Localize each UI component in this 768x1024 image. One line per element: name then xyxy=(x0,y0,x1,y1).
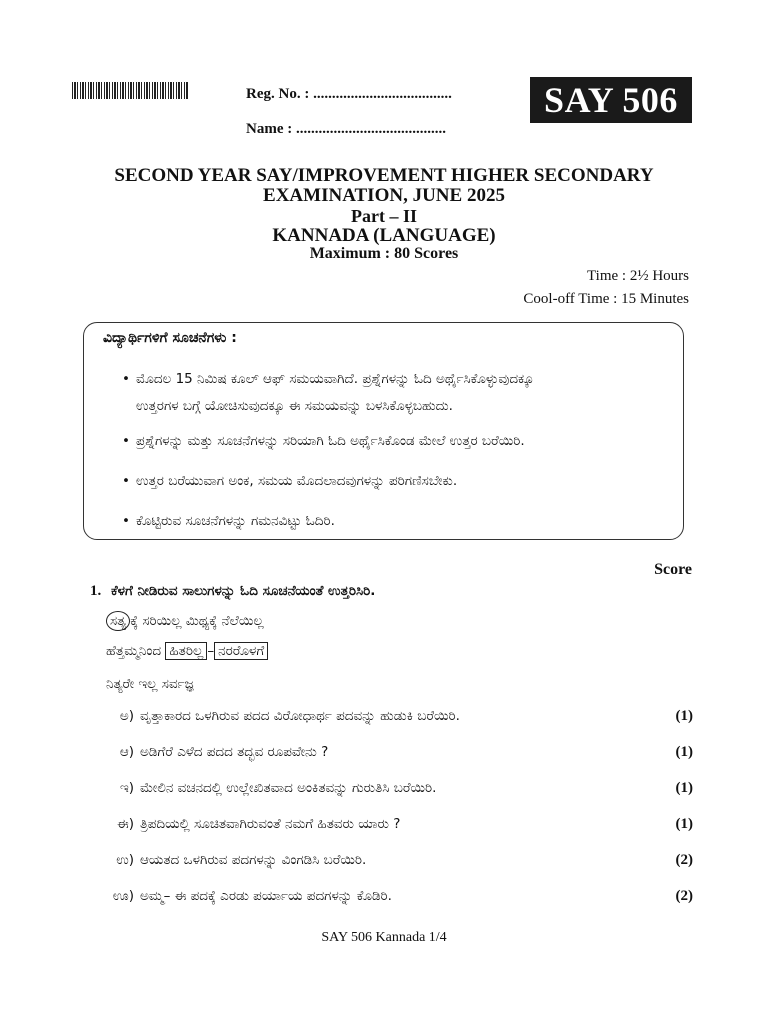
page-footer: SAY 506 Kannada 1/4 xyxy=(321,930,447,945)
reg-no-field: Reg. No. : ..................................... xyxy=(246,86,452,102)
cool-off-time: Cool-off Time : 15 Minutes xyxy=(523,291,689,307)
score-value: (2) xyxy=(675,852,693,868)
score-value: (1) xyxy=(675,744,693,760)
verse-line-1: ಸತ್ಯ ಕ್ಕೆ ಸರಿಯಿಲ್ಲ ಮಿಥ್ಯಕ್ಕೆ ನೆಲೆಯಿಲ್ಲ xyxy=(106,611,264,631)
verse-line-3: ನಿತ್ಯರೇ ಇಲ್ಲ ಸರ್ವಜ್ಞ xyxy=(106,676,194,692)
boxed-word: ಹಿತರಿಲ್ಲ xyxy=(165,642,207,660)
exam-subject: KANNADA (LANGUAGE) xyxy=(272,225,496,246)
exam-part: Part – II xyxy=(351,206,417,226)
paper-code-badge: SAY 506 xyxy=(530,77,692,123)
subquestion: ಅ) ವೃತ್ತಾಕಾರದ ಒಳಗಿರುವ ಪದದ ವಿರೋಧಾರ್ಥ ಪದವನ್ನು ಹುಡುಕಿ ಬರೆಯಿರಿ. (1) xyxy=(119,708,693,724)
name-field: Name : ........................................ xyxy=(246,121,446,137)
max-score: Maximum : 80 Scores xyxy=(309,245,459,262)
score-value: (2) xyxy=(675,888,693,904)
instruction-item: • ಮೊದಲ 15 ನಿಮಿಷ ಕೂಲ್ ಆಫ್ ಸಮಯವಾಗಿದೆ. ಪ್ರಶ್ನೆಗಳನ್ನು ಓದಿ ಅರ್ಥೈಸಿಕೊಳ್ಳುವುದಕ್ಕೂ ಉತ್ತರಗಳ ಬಗ್ಗೆ ಯೋಚಿಸುವುದಕ್ಕೂ ಈ ಸಮಯವನ್ನು ಬಳಸಿಕೊಳ್ಳಬಹುದು. xyxy=(122,371,535,414)
instruction-item: • ಉತ್ತರ ಬರೆಯುವಾಗ ಅಂಕ, ಸಮಯ ಮೊದಲಾದವುಗಳನ್ನು ಪರಿಗಣಿಸಬೇಕು. xyxy=(122,473,458,489)
circled-word: ಸತ್ಯ xyxy=(106,611,130,631)
instruction-item: • ಪ್ರಶ್ನೆಗಳನ್ನು ಮತ್ತು ಸೂಚನೆಗಳನ್ನು ಸರಿಯಾಗಿ ಓದಿ ಅರ್ಥೈಸಿಕೊಂಡ ಮೇಲೆ ಉತ್ತರ ಬರೆಯಿರಿ. xyxy=(122,433,525,449)
barcode xyxy=(72,82,188,99)
score-value: (1) xyxy=(675,780,693,796)
instruction-item: • ಕೊಟ್ಟಿರುವ ಸೂಚನೆಗಳನ್ನು ಗಮನವಿಟ್ಟು ಓದಿರಿ. xyxy=(122,513,335,529)
exam-title-line1: SECOND YEAR SAY/IMPROVEMENT HIGHER SECONDARY xyxy=(114,165,654,186)
score-column-header: Score xyxy=(654,561,692,578)
score-value: (1) xyxy=(675,816,693,832)
verse-line-2: ಹೆತ್ತಮ್ಮನಿಂದ ಹಿತರಿಲ್ಲ – ನರರೊಳಗೆ xyxy=(106,642,268,660)
subquestion: ಆ) ಅಡಿಗೆರೆ ಎಳೆದ ಪದದ ತದ್ಭವ ರೂಪವೇನು ? (1) xyxy=(119,744,693,760)
subquestion: ಈ) ತ್ರಿಪದಿಯಲ್ಲಿ ಸೂಚಿತವಾಗಿರುವಂತೆ ನಮಗೆ ಹಿತವರು ಯಾರು ? (1) xyxy=(117,816,693,832)
instructions-title: ವಿದ್ಯಾರ್ಥಿಗಳಿಗೆ ಸೂಚನೆಗಳು : xyxy=(103,330,237,346)
subquestion: ಉ) ಆಯತದ ಒಳಗಿರುವ ಪದಗಳನ್ನು ವಿಂಗಡಿಸಿ ಬರೆಯಿರಿ. (2) xyxy=(116,852,693,868)
subquestion: ಇ) ಮೇಲಿನ ವಚನದಲ್ಲಿ ಉಲ್ಲೇಖಿತವಾದ ಅಂಕಿತವನ್ನು ಗುರುತಿಸಿ ಬರೆಯಿರಿ. (1) xyxy=(119,780,693,796)
exam-title-line2: EXAMINATION, JUNE 2025 xyxy=(263,185,505,206)
boxed-word: ನರರೊಳಗೆ xyxy=(214,642,268,660)
question-text: ಕೆಳಗೆ ನೀಡಿರುವ ಸಾಲುಗಳನ್ನು ಓದಿ ಸೂಚನೆಯಂತೆ ಉತ್ತರಿಸಿರಿ. xyxy=(111,583,376,599)
question-number: 1. xyxy=(90,583,102,599)
subquestion: ಊ) ಅಮ್ಮ– ಈ ಪದಕ್ಕೆ ಎರಡು ಪರ್ಯಾಯ ಪದಗಳನ್ನು ಕೊಡಿರಿ. (2) xyxy=(112,888,693,904)
score-value: (1) xyxy=(675,708,693,724)
time-allowed: Time : 2½ Hours xyxy=(587,268,689,284)
